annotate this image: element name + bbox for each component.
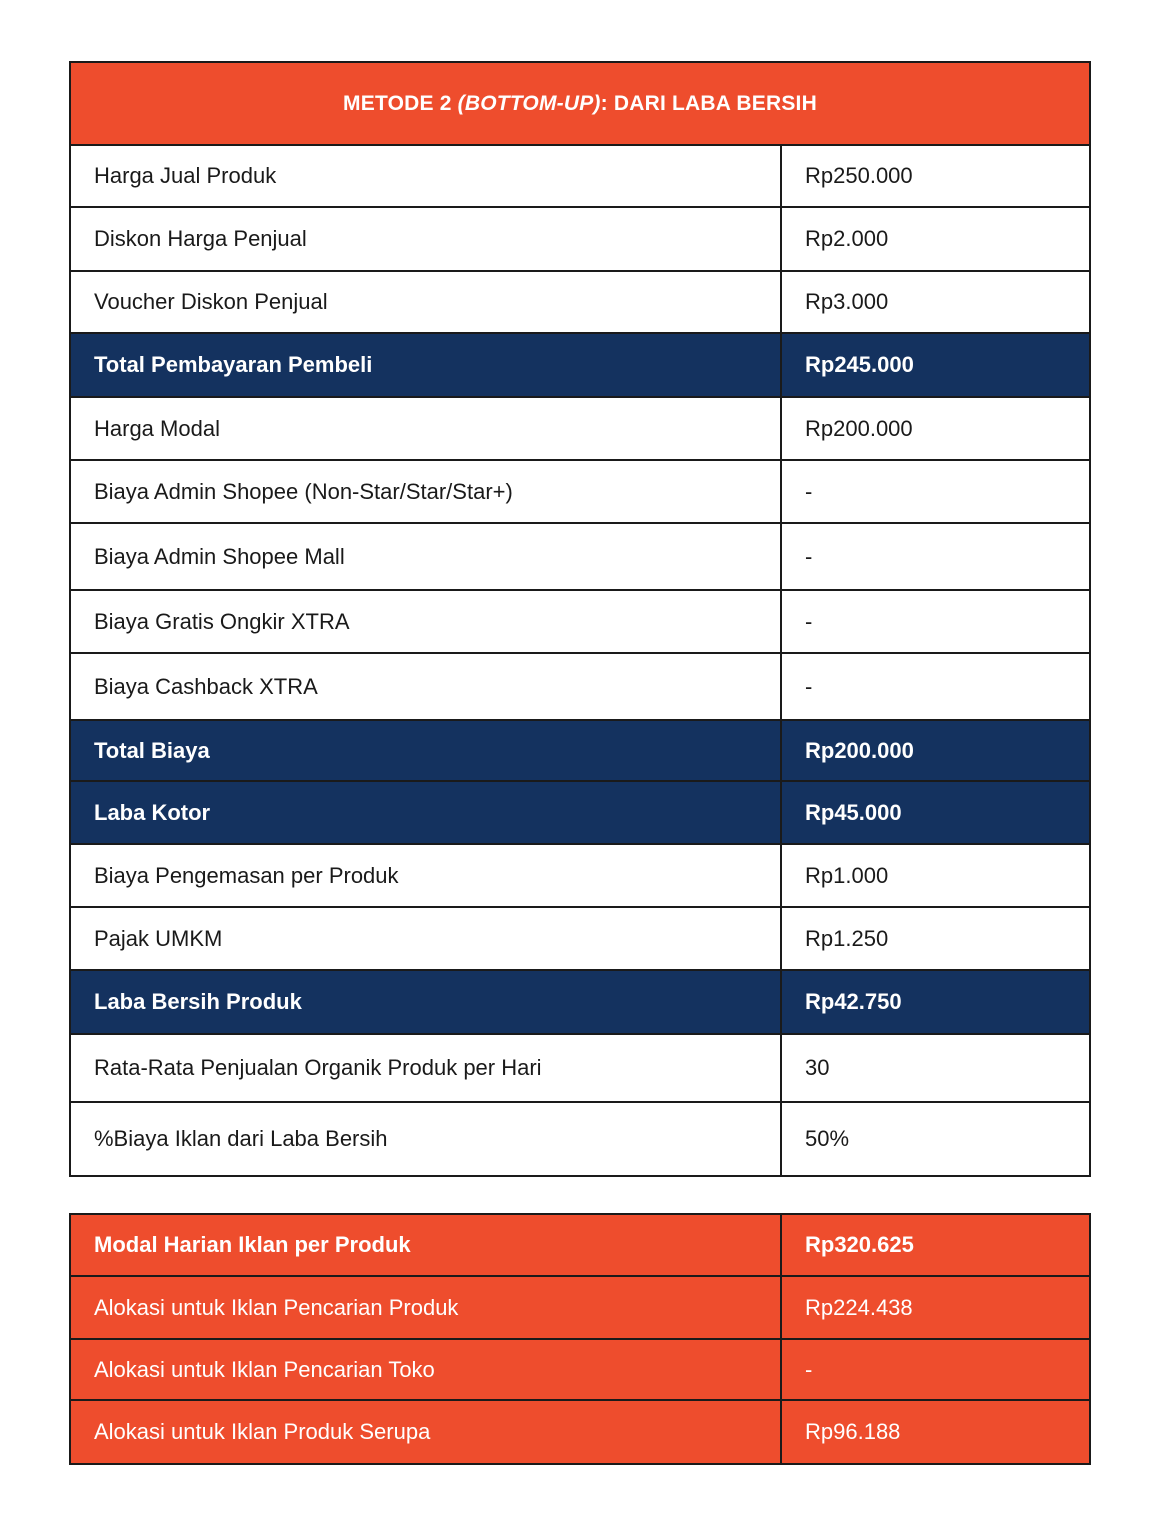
table-row (70, 460, 1090, 523)
ad-allocation-row (70, 1339, 1090, 1400)
table-row (70, 207, 1090, 271)
table-row (70, 1102, 1090, 1176)
table-row (70, 844, 1090, 907)
table-row (70, 590, 1090, 653)
table-row (70, 523, 1090, 590)
ad-label: Modal Harian Iklan per Produk (70, 1214, 781, 1276)
row-label: Diskon Harga Penjual (70, 207, 781, 271)
ad-value: Rp96.188 (781, 1400, 1090, 1464)
ad-allocation-row (70, 1400, 1090, 1464)
row-value: Rp2.000 (781, 207, 1090, 271)
table-row (70, 271, 1090, 333)
table-row (70, 1034, 1090, 1102)
row-value: - (781, 523, 1090, 590)
total-row (70, 720, 1090, 781)
ad-value: - (781, 1339, 1090, 1400)
row-value: 30 (781, 1034, 1090, 1102)
row-label: Biaya Cashback XTRA (70, 653, 781, 720)
total-value: Rp45.000 (781, 781, 1090, 844)
total-label: Total Pembayaran Pembeli (70, 333, 781, 397)
row-label: %Biaya Iklan dari Laba Bersih (70, 1102, 781, 1176)
row-label: Harga Jual Produk (70, 145, 781, 207)
row-value: Rp200.000 (781, 397, 1090, 460)
row-value: - (781, 590, 1090, 653)
row-label: Voucher Diskon Penjual (70, 271, 781, 333)
ad-value: Rp224.438 (781, 1276, 1090, 1339)
row-label: Biaya Admin Shopee (Non-Star/Star/Star+) (70, 460, 781, 523)
ad-label: Alokasi untuk Iklan Produk Serupa (70, 1400, 781, 1464)
row-value: - (781, 653, 1090, 720)
row-value: Rp1.000 (781, 844, 1090, 907)
row-value: Rp3.000 (781, 271, 1090, 333)
total-row (70, 781, 1090, 844)
total-row (70, 333, 1090, 397)
ad-allocation-row (70, 1276, 1090, 1339)
total-label: Total Biaya (70, 720, 781, 781)
row-value: Rp250.000 (781, 145, 1090, 207)
ad-budget-table (69, 1213, 1091, 1465)
title-prefix: METODE 2 (343, 91, 458, 115)
ad-label: Alokasi untuk Iklan Pencarian Produk (70, 1276, 781, 1339)
row-label: Harga Modal (70, 397, 781, 460)
total-label: Laba Kotor (70, 781, 781, 844)
total-value: Rp245.000 (781, 333, 1090, 397)
row-value: Rp1.250 (781, 907, 1090, 970)
row-label: Biaya Admin Shopee Mall (70, 523, 781, 590)
total-row (70, 970, 1090, 1034)
total-value: Rp42.750 (781, 970, 1090, 1034)
total-label: Laba Bersih Produk (70, 970, 781, 1034)
table-title (70, 62, 1090, 145)
table-row (70, 907, 1090, 970)
row-label: Biaya Gratis Ongkir XTRA (70, 590, 781, 653)
row-value: - (781, 460, 1090, 523)
table-row (70, 145, 1090, 207)
row-label: Biaya Pengemasan per Produk (70, 844, 781, 907)
ad-budget-row (70, 1214, 1090, 1276)
row-label: Pajak UMKM (70, 907, 781, 970)
row-label: Rata-Rata Penjualan Organik Produk per Hari (70, 1034, 781, 1102)
ad-label: Alokasi untuk Iklan Pencarian Toko (70, 1339, 781, 1400)
ad-value: Rp320.625 (781, 1214, 1090, 1276)
title-italic: (BOTTOM-UP) (457, 91, 601, 115)
bottom-up-method-table (69, 61, 1091, 1177)
table-row (70, 397, 1090, 460)
table-row (70, 653, 1090, 720)
table-title-row (70, 62, 1090, 145)
total-value: Rp200.000 (781, 720, 1090, 781)
row-value: 50% (781, 1102, 1090, 1176)
title-suffix: : DARI LABA BERSIH (600, 91, 817, 115)
